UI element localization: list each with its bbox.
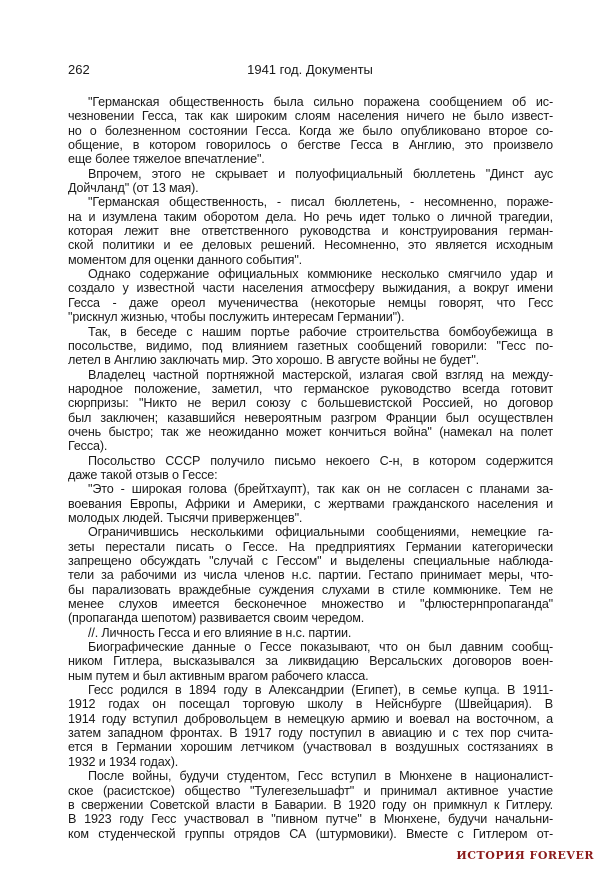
text-line: Гесс родился в 1894 году в Александрии (Египет), в семье купца. В 1911-: [88, 683, 553, 698]
page-number: 262: [68, 62, 90, 77]
text-line: ком студенческой группы отрядов СА (штурмовики). Вместе с Гитлером от-: [68, 826, 553, 841]
text-line: сюрпризы: "Никто не верил союзу с большевистской Россией, но договор: [68, 396, 553, 411]
text-line: затем западном фронтах. В 1917 году поступил в авиацию и с тех пор счита-: [68, 726, 553, 741]
paragraph: [68, 368, 553, 454]
paragraph: [68, 95, 553, 167]
text-line: Однако содержание официальных коммюнике несколько смягчило удар и: [88, 267, 553, 282]
text-line: был заключен; казавшийся невероятным разгром Франции был осуществлен: [68, 410, 553, 425]
text-line: создало у известной части населения атмосферу выжидания, а вокруг имени: [68, 281, 553, 296]
text-line: Впрочем, этого не скрывает и полуофициальный бюллетень "Динст аус: [88, 166, 553, 181]
paragraph: [68, 525, 553, 625]
text-line: посольстве, видимо, под влиянием газетных сообщений говорили: "Гесс по-: [68, 338, 553, 353]
text-line: Гесса).: [68, 439, 108, 454]
paragraph: [68, 482, 553, 525]
text-line: //. Личность Гесса и его влияние в н.с. партии.: [88, 625, 352, 640]
text-line: еще более тяжелое впечатление".: [68, 152, 265, 167]
text-line: "рискнул жизнью, чтобы послужить интересам Германии").: [68, 310, 405, 325]
running-header-title: 1941 год. Документы: [247, 62, 373, 77]
text-line: ным путем и был активным врагом рабочего класса.: [68, 668, 369, 683]
text-line: 1912 годах он посещал торговую школу в Нейснбурге (Швейцария). В: [68, 697, 553, 712]
text-line: Ограничившись несколькими официальными сообщениями, немецкие га-: [88, 525, 553, 540]
text-line: на и изумлена таким оборотом дела. Но речь идет только о личной трагедии,: [68, 209, 553, 224]
paragraph: [68, 195, 553, 267]
text-line: очень быстро; так же неожиданно может кончиться война" (намекал на полет: [68, 424, 553, 439]
document-body: [68, 95, 553, 841]
text-line: ское (расистское) общество "Тулегезельшафт" и принимал активное участие: [68, 783, 553, 798]
text-line: но о болезненном состоянии Гесса. Когда же было опубликовано второе со-: [68, 123, 553, 138]
text-line: летел в Англию заключать мир. Это хорошо. В августе войны не будет".: [68, 353, 480, 368]
text-line: Посольство СССР получило письмо некоего С-н, в котором содержится: [88, 453, 553, 468]
text-line: 1932 и 1934 годах).: [68, 754, 179, 769]
paragraph: [68, 167, 553, 196]
text-line: 1914 году вступил добровольцем в немецкую армию и воевал на восточном, а: [68, 711, 553, 726]
text-line: бы парализовать враждебные суждения слухами в стиле коммюнике. Тем не: [68, 582, 553, 597]
text-line: "Это - широкая голова (брейтхаупт), так как он не согласен с планами за-: [88, 482, 553, 497]
text-line: даже такой отзыв о Гессе:: [68, 467, 218, 482]
text-line: "Германская общественность была сильно поражена сообщением об ис-: [88, 95, 553, 109]
paragraph: [68, 769, 553, 841]
text-line: Гесса - даже ореол мученичества (некоторые немцы говорят, что Гесс: [68, 295, 553, 310]
text-line: Биографические данные о Гессе показывают, что он был давним сообщ-: [88, 640, 553, 655]
paragraph: [68, 683, 553, 769]
text-line: чезновении Гесса, так как широким слоям населения ничего не было извест-: [68, 109, 553, 124]
text-line: Владелец частной портняжной мастерской, излагая свой взгляд на между-: [88, 367, 553, 382]
paragraph: [68, 267, 553, 324]
text-line: "Германская общественность, - писал бюллетень, - несомненно, пораже-: [88, 195, 553, 210]
text-line: менее слухов имеется бесконечное множество и "флюстернпропаганда": [68, 597, 553, 612]
text-line: молодых людей. Тысячи приверженцев".: [68, 510, 303, 525]
text-line: В 1923 году Гесс участвовал в "пивном путче" в Мюнхене, будучи начальни-: [68, 812, 553, 827]
text-line: в свержении Советской власти в Баварии. В 1920 году он примкнул к Гитлеру.: [68, 797, 553, 812]
text-line: моментом для оценки данного события".: [68, 252, 302, 267]
text-line: Дойчланд" (от 13 мая).: [68, 181, 199, 196]
paragraph: [68, 640, 553, 683]
text-line: общение, в котором говорилось о бегстве Гесса в Англию, это произвело: [68, 138, 553, 153]
text-line: тели за рабочими из числа членов н.с. партии. Гестапо принимает меры, что-: [68, 568, 553, 583]
paragraph: [68, 325, 553, 368]
text-line: зеты перестали писать о Гессе. На предприятиях Германии категорически: [68, 539, 553, 554]
text-line: (пропаганда шепотом) развивается своим чередом.: [68, 611, 365, 626]
text-line: ется в Германии хорошим летчиком (участвовал в воздушных состязаниях в: [68, 740, 553, 755]
paragraph: [68, 454, 553, 483]
text-line: народное положение, заметил, что германское руководство всегда готовит: [68, 381, 553, 396]
watermark-logo: ИСТОРИЯ FOREVER: [456, 849, 594, 862]
text-line: ской политики и ее деловых решений. Несомненно, это является исходным: [68, 238, 553, 253]
text-line: которая лежит вне ответственного руководства и конструирования герман-: [68, 224, 553, 239]
text-line: ником Гитлера, высказывался за ликвидацию Версальских договоров воен-: [68, 654, 553, 669]
text-line: запрещено обсуждать "случай с Гессом" и выделены специальные наблюда-: [68, 554, 553, 568]
text-line: воевания Европы, Африки и Америки, с жертвами гражданского населения и: [68, 496, 553, 511]
section-heading: [68, 626, 553, 640]
text-line: После войны, будучи студентом, Гесс вступил в Мюнхене в националист-: [88, 769, 553, 784]
text-line: Так, в беседе с нашим портье рабочие строительства бомбоубежища в: [88, 324, 553, 339]
